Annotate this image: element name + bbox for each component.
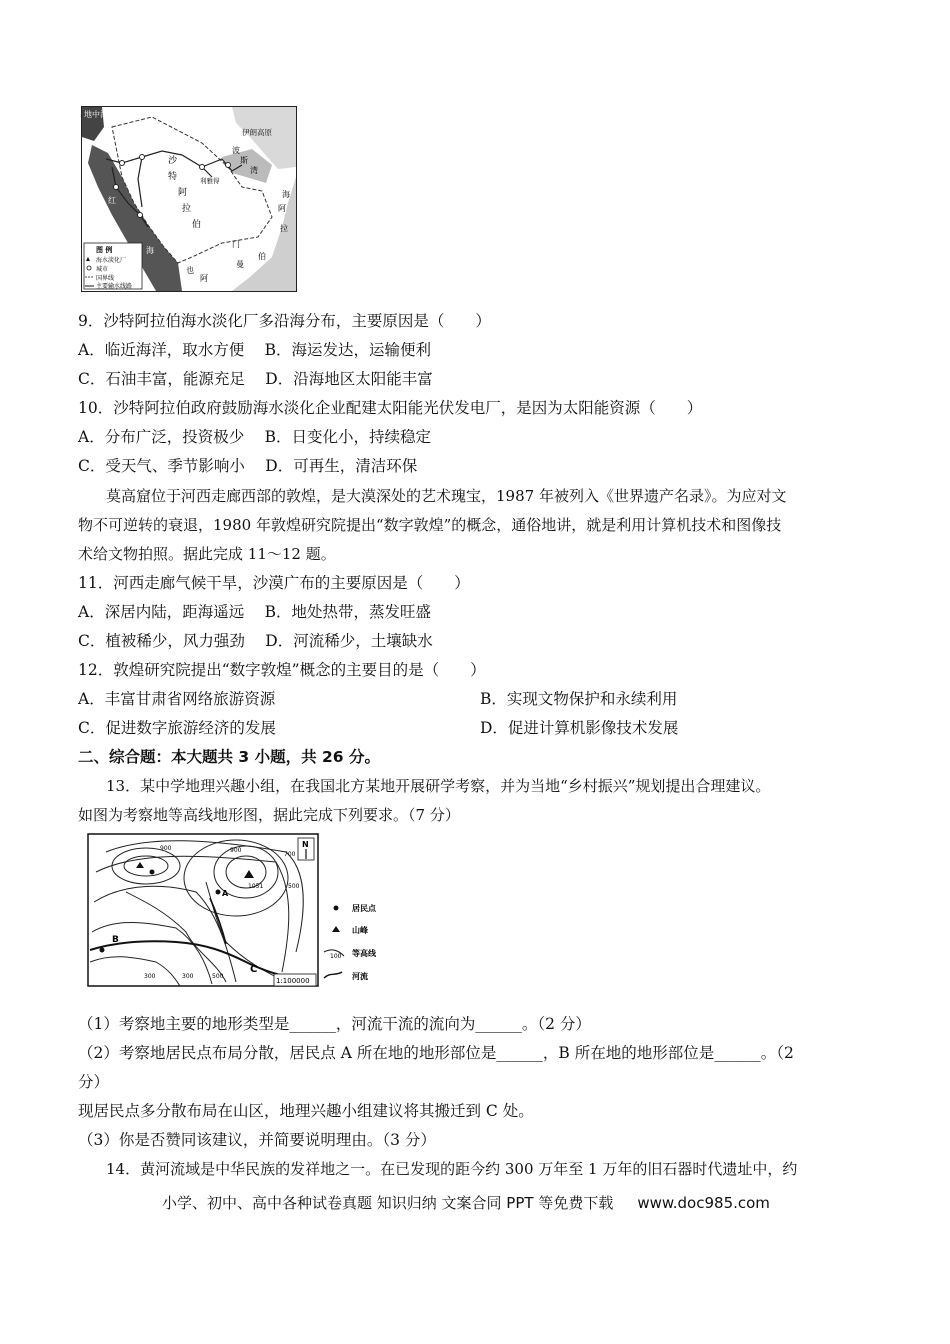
label-iran: 伊朗高原 — [242, 128, 272, 137]
label-saudi-4: 拉 — [182, 204, 192, 214]
label-saudi-5: 伯 — [192, 220, 202, 230]
footer-site-link[interactable]: www.doc985.com — [637, 1194, 770, 1212]
label-saudi-3: 阿 — [178, 188, 188, 198]
label-sea-3: 伯 — [258, 252, 266, 261]
q11-options-cd: C．植被稀少，风力强劲 D．河流稀少，土壤缺水 — [78, 632, 433, 650]
contour-900a: 900 — [160, 845, 172, 852]
map1-legend-title: 图 例 — [96, 246, 113, 254]
q13-line-1: 13．某中学地理兴趣小组，在我国北方某地开展研学考察，并为当地“乡村振兴”规划提出合理建议。 — [106, 777, 771, 795]
passage-line-3: 术给文物拍照。据此完成 11～12 题。 — [78, 545, 336, 563]
contour-1051: 1051 — [248, 883, 264, 890]
saudi-map-graphic — [82, 107, 296, 291]
point-B: B — [112, 935, 119, 945]
label-yemen-1: 也 — [186, 266, 194, 275]
q12-option-d: D．促进计算机影像技术发展 — [480, 719, 679, 737]
map1-legend-item-1: 城市 — [96, 266, 109, 273]
page-footer — [162, 1192, 770, 1213]
contour-900b: 900 — [230, 847, 242, 854]
label-yemen-2: 门 — [232, 240, 240, 249]
q14-line-1: 14．黄河流域是中华民族的发祥地之一。在已发现的距今约 300 万年至 1 万年的旧石器时代遗址中，约 — [106, 1160, 798, 1178]
label-saudi-1: 沙 — [168, 156, 178, 166]
label-red-2: 海 — [146, 246, 154, 255]
passage-line-2: 物不可逆转的衰退，1980 年敦煌研究院提出“数字敦煌”的概念，通俗地讲，就是利用计算机技术和图像技 — [78, 516, 782, 534]
saudi-map — [81, 106, 297, 292]
q13-part-3: （3）你是否赞同该建议，并简要说明理由。（3 分） — [78, 1131, 436, 1149]
legend-river: 河流 — [352, 972, 368, 981]
section2-title: 二、综合题：本大题共 3 小题，共 26 分。 — [78, 748, 380, 766]
label-saudi-2: 特 — [168, 172, 178, 182]
contour-300: 300 — [144, 973, 156, 980]
q13-note: 现居民点多分散布局在山区，地理兴趣小组建议将其搬迁到 C 处。 — [78, 1102, 534, 1120]
map1-legend-item-0: 海水淡化厂 — [96, 257, 127, 264]
q13-part-2a: （2）考察地居民点布局分散，居民点 A 所在地的地形部位是______，B 所在地的地形部位是______。（2 — [78, 1044, 794, 1062]
point-A: A — [222, 889, 229, 898]
map1-legend-item-2: 国界线 — [96, 275, 115, 282]
point-C: C — [250, 964, 258, 975]
legend-peak: 山峰 — [352, 926, 368, 935]
label-mediterranean: 地中海 — [84, 110, 108, 119]
label-sea-4: 海 — [282, 190, 290, 199]
scale-label: 1:100000 — [276, 977, 310, 985]
legend-settlement: 居民点 — [352, 904, 376, 913]
q12-stem: 12．敦煌研究院提出“数字敦煌”概念的主要目的是（ ） — [78, 661, 486, 679]
map1-legend-item-3: 主要输水线路 — [96, 283, 133, 290]
q10-options-cd: C．受天气、季节影响小 D．可再生，清洁环保 — [78, 457, 418, 475]
label-sea-2: 拉 — [280, 224, 288, 233]
q9-stem: 9．沙特阿拉伯海水淡化厂多沿海分布，主要原因是（ ） — [78, 312, 491, 330]
label-riyadh: 利雅得 — [200, 177, 220, 185]
label-sea-1: 阿 — [278, 204, 286, 213]
label-gulf-2: 斯 — [240, 156, 248, 165]
contour-500: 500 — [288, 883, 300, 890]
q12-option-c: C．促进数字旅游经济的发展 — [78, 719, 276, 737]
legend-contour-num: 100 — [330, 953, 342, 960]
passage-line-1: 莫高窟位于河西走廊西部的敦煌，是大漠深处的艺术瑰宝，1987 年被列入《世界遗产名录》。为应对文 — [106, 487, 787, 505]
label-red-1: 红 — [108, 196, 116, 205]
contour-500b: 500 — [212, 973, 224, 980]
q13-part-2b: 分） — [78, 1073, 110, 1091]
label-gulf-1: 波 — [232, 146, 240, 155]
label-oman-1: 阿 — [200, 274, 208, 283]
q9-options-cd: C．石油丰富，能源充足 D．沿海地区太阳能丰富 — [78, 370, 433, 388]
q11-options-ab: A．深居内陆，距海遥远 B．地处热带，蒸发旺盛 — [78, 603, 432, 621]
q11-stem: 11．河西走廊气候干旱，沙漠广布的主要原因是（ ） — [78, 574, 470, 592]
q10-options-ab: A．分布广泛，投资极少 B．日变化小，持续稳定 — [78, 428, 432, 446]
q12-option-b: B．实现文物保护和永续利用 — [480, 690, 678, 708]
contour-map — [86, 832, 396, 992]
q13-part-1: （1）考察地主要的地形类型是______，河流干流的流向为______。（2 分） — [78, 1015, 591, 1033]
label-oman-2: 曼 — [236, 260, 244, 269]
contour-map-graphic — [86, 832, 396, 992]
contour-300b: 300 — [182, 973, 194, 980]
footer-text: 小学、初中、高中各种试卷真题 知识归纳 文案合同 PPT 等免费下载 — [162, 1194, 614, 1212]
q13-line-2: 如图为考察地等高线地形图，据此完成下列要求。（7 分） — [78, 806, 460, 824]
north-arrow: N — [302, 840, 309, 849]
q10-stem: 10．沙特阿拉伯政府鼓励海水淡化企业配建太阳能光伏发电厂，是因为太阳能资源（ ） — [78, 399, 703, 417]
q12-option-a: A．丰富甘肃省网络旅游资源 — [78, 690, 276, 708]
label-gulf-3: 湾 — [250, 166, 258, 175]
q9-options-ab: A．临近海洋，取水方便 B．海运发达，运输便利 — [78, 341, 432, 359]
contour-700: 700 — [284, 851, 296, 858]
legend-contour: 等高线 — [352, 949, 376, 958]
